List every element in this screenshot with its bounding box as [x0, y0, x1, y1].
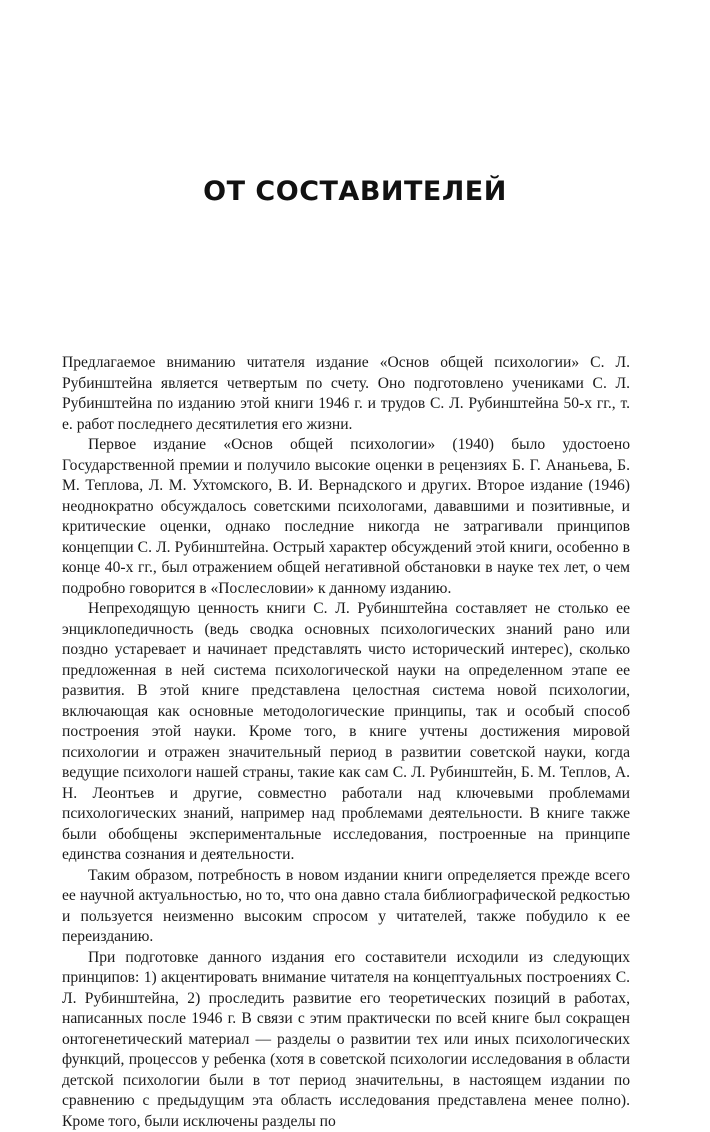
paragraph: Непреходящую ценность книги С. Л. Рубинштейна составляет не столько ее энциклопедичность (ведь сводка основных психологических знаний рано или поздно устаревает и начинает представлять чисто исторический интерес), сколько предложенная в ней система психологической науки на определенном этапе ее развития. В этой книге представлена целостная система новой психологии, включающая как основные методологические принципы, так и особый способ построения этой науки. Кроме того, в книге учтены достижения мировой психологии и отражен значительный период в развитии советской науки, когда ведущие психологи нашей страны, такие как сам С. Л. Рубинштейн, Б. М. Теплов, А. Н. Леонтьев и другие, совместно работали над ключевыми проблемами психологических знаний, например над проблемами деятельности. В книге также были обобщены экспериментальные исследования, построенные на принципе единства сознания и деятельности. [62, 599, 630, 866]
paragraph: Предлагаемое вниманию читателя издание «Основ общей психологии» С. Л. Рубинштейна является четвертым по счету. Оно подготовлено учениками С. Л. Рубинштейна по изданию этой книги 1946 г. и трудов С. Л. Рубинштейна 50-х гг., т. е. работ последнего десятилетия его жизни. [62, 353, 630, 435]
paragraph: При подготовке данного издания его составители исходили из следующих принципов: 1) акцентировать внимание читателя на концептуальных построениях С. Л. Рубинштейна, 2) проследить развитие его теоретических позиций в работах, написанных после 1946 г. В связи с этим практически по всей книге был сокращен онтогенетический материал — разделы о развитии тех или иных психологических функций, процессов у ребенка (хотя в советской психологии исследования в области детской психологии были в тот период значительны, в настоящем издании по сравнению с предыдущим эта область исследования представлена менее полно). Кроме того, были исключены разделы по [62, 948, 630, 1132]
paragraph: Таким образом, потребность в новом издании книги определяется прежде всего ее научной актуальностью, но то, что она давно стала библиографической редкостью и пользуется неизменно высоким спросом у читателей, также побудило к ее переизданию. [62, 866, 630, 948]
page-title: ОТ СОСТАВИТЕЛЕЙ [0, 176, 710, 207]
body-text [62, 353, 630, 1132]
paragraph: Первое издание «Основ общей психологии» (1940) было удостоено Государственной премии и получило высокие оценки в рецензиях Б. Г. Ананьева, Б. М. Теплова, Л. М. Ухтомского, В. И. Вернадского и других. Второе издание (1946) неоднократно обсуждалось советскими психологами, дававшими и позитивные, и критические оценки, однако последние никогда не затрагивали принципов концепции С. Л. Рубинштейна. Острый характер обсуждений этой книги, особенно в конце 40-х гг., был отражением общей негативной обстановки в науке тех лет, о чем подробно говорится в «Послесловии» к данному изданию. [62, 435, 630, 599]
